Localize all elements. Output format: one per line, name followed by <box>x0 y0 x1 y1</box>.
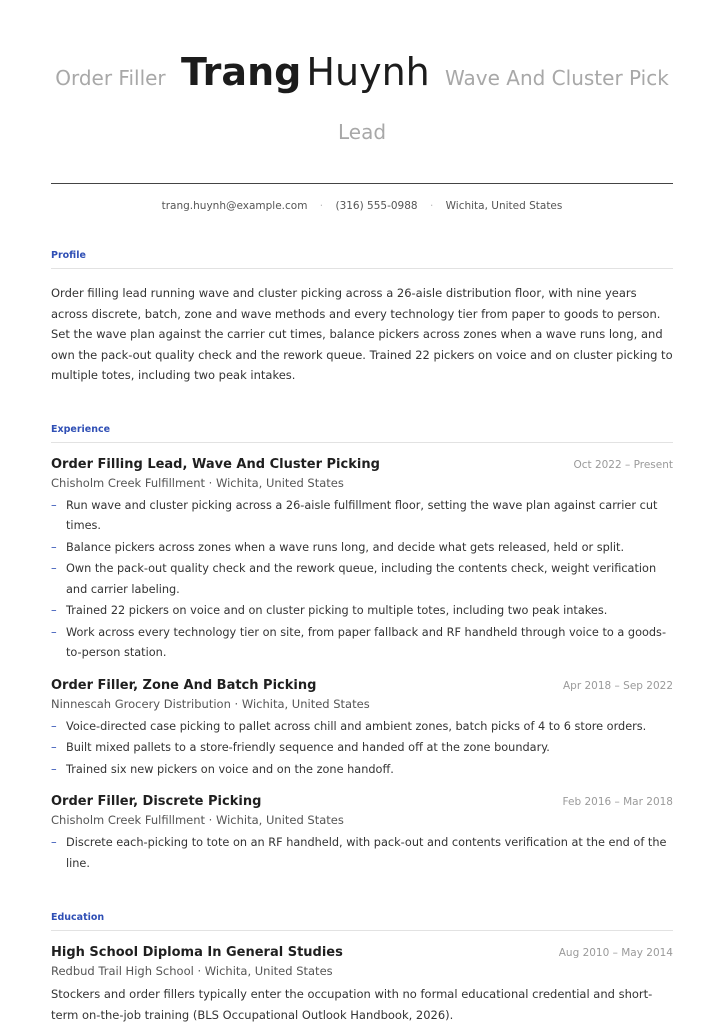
dash-icon: – <box>51 540 57 554</box>
experience-entry <box>51 457 673 664</box>
section-heading-education: Education <box>51 912 673 931</box>
dash-icon: – <box>51 719 57 733</box>
bullet-item: – Built mixed pallets to a store-friendly sequence and handed off at the zone boundary. <box>51 738 673 759</box>
bullet-item: – Discrete each-picking to tote on an RF handheld, with pack-out and contents verification at the end of the line. <box>51 833 673 874</box>
job-role: Order Filling Lead, Wave And Cluster Picking <box>51 456 380 472</box>
job-role: Order Filler, Zone And Batch Picking <box>51 677 317 693</box>
name-title-line <box>51 46 673 160</box>
contact-location: Wichita, United States <box>445 200 563 212</box>
resume-header <box>51 0 673 184</box>
section-heading-experience: Experience <box>51 424 673 443</box>
experience-section <box>51 424 673 875</box>
section-heading-profile: Profile <box>51 250 673 269</box>
contact-separator: · <box>429 200 434 212</box>
experience-entry <box>51 678 673 781</box>
left-job-title: Order Filler <box>55 66 166 90</box>
job-dates: Oct 2022 – Present <box>573 458 673 471</box>
education-dates: Aug 2010 – May 2014 <box>558 947 673 960</box>
dash-icon: – <box>51 498 57 512</box>
job-org: Ninnescah Grocery Distribution · Wichita, United States <box>51 696 370 711</box>
job-org: Chisholm Creek Fulfillment · Wichita, United States <box>51 813 344 828</box>
right-job-title: Wave And Cluster Pick Lead <box>337 66 669 144</box>
dash-icon: – <box>51 741 57 755</box>
education-section <box>51 912 673 1024</box>
first-name: Trang <box>180 50 302 94</box>
dash-icon: – <box>51 625 57 639</box>
bullet-item: – Trained 22 pickers on voice and on cluster picking to multiple totes, including two peak intakes. <box>51 601 673 622</box>
dash-icon: – <box>51 604 57 618</box>
job-dates: Feb 2016 – Mar 2018 <box>562 796 673 809</box>
profile-section <box>51 250 673 386</box>
job-bullets <box>51 717 673 781</box>
dash-icon: – <box>51 762 57 776</box>
job-org: Chisholm Creek Fulfillment · Wichita, United States <box>51 475 344 490</box>
bullet-item: – Work across every technology tier on site, from paper fallback and RF handheld through voice to a goods-to-person station. <box>51 623 673 664</box>
contact-line <box>51 200 673 212</box>
header-divider <box>51 183 673 184</box>
job-bullets <box>51 496 673 664</box>
bullet-item: – Own the pack-out quality check and the rework queue, including the contents check, weight verification and carrier labeling. <box>51 559 673 600</box>
experience-entry <box>51 794 673 874</box>
last-name: Huynh <box>306 50 430 94</box>
bullet-item: – Run wave and cluster picking across a 26-aisle fulfillment floor, setting the wave plan against carrier cut times. <box>51 496 673 537</box>
bullet-item: – Voice-directed case picking to pallet across chill and ambient zones, batch picks of 4 to 6 store orders. <box>51 717 673 738</box>
dash-icon: – <box>51 562 57 576</box>
degree-title: High School Diploma In General Studies <box>51 945 343 961</box>
contact-email[interactable]: trang.huynh@example.com <box>161 200 308 212</box>
bullet-item: – Trained six new pickers on voice and on the zone handoff. <box>51 760 673 781</box>
dash-icon: – <box>51 836 57 850</box>
contact-separator: · <box>319 200 324 212</box>
profile-text: Order filling lead running wave and cluster picking across a 26-aisle distribution floor, with nine years across discrete, batch, zone and wave methods and every technology tier from paper to goods to person. Set the wave plan against the carrier cut times, balance pickers across zones when a wave runs long, and own the pack-out quality check and the rework queue. Trained 22 pickers on voice and on cluster picking to multiple totes, including two peak intakes. <box>51 286 673 383</box>
contact-phone[interactable]: (316) 555-0988 <box>335 200 418 212</box>
school-name: Redbud Trail High School · Wichita, United States <box>51 964 333 979</box>
bullet-item: – Balance pickers across zones when a wave runs long, and decide what gets released, held or split. <box>51 538 673 559</box>
job-role: Order Filler, Discrete Picking <box>51 794 262 810</box>
education-note: Stockers and order fillers typically enter the occupation with no formal educational credential and short-term on-the-job training (BLS Occupational Outlook Handbook, 2026). <box>51 987 653 1023</box>
job-dates: Apr 2018 – Sep 2022 <box>563 679 673 692</box>
job-bullets <box>51 833 673 874</box>
education-entry <box>51 945 673 1024</box>
